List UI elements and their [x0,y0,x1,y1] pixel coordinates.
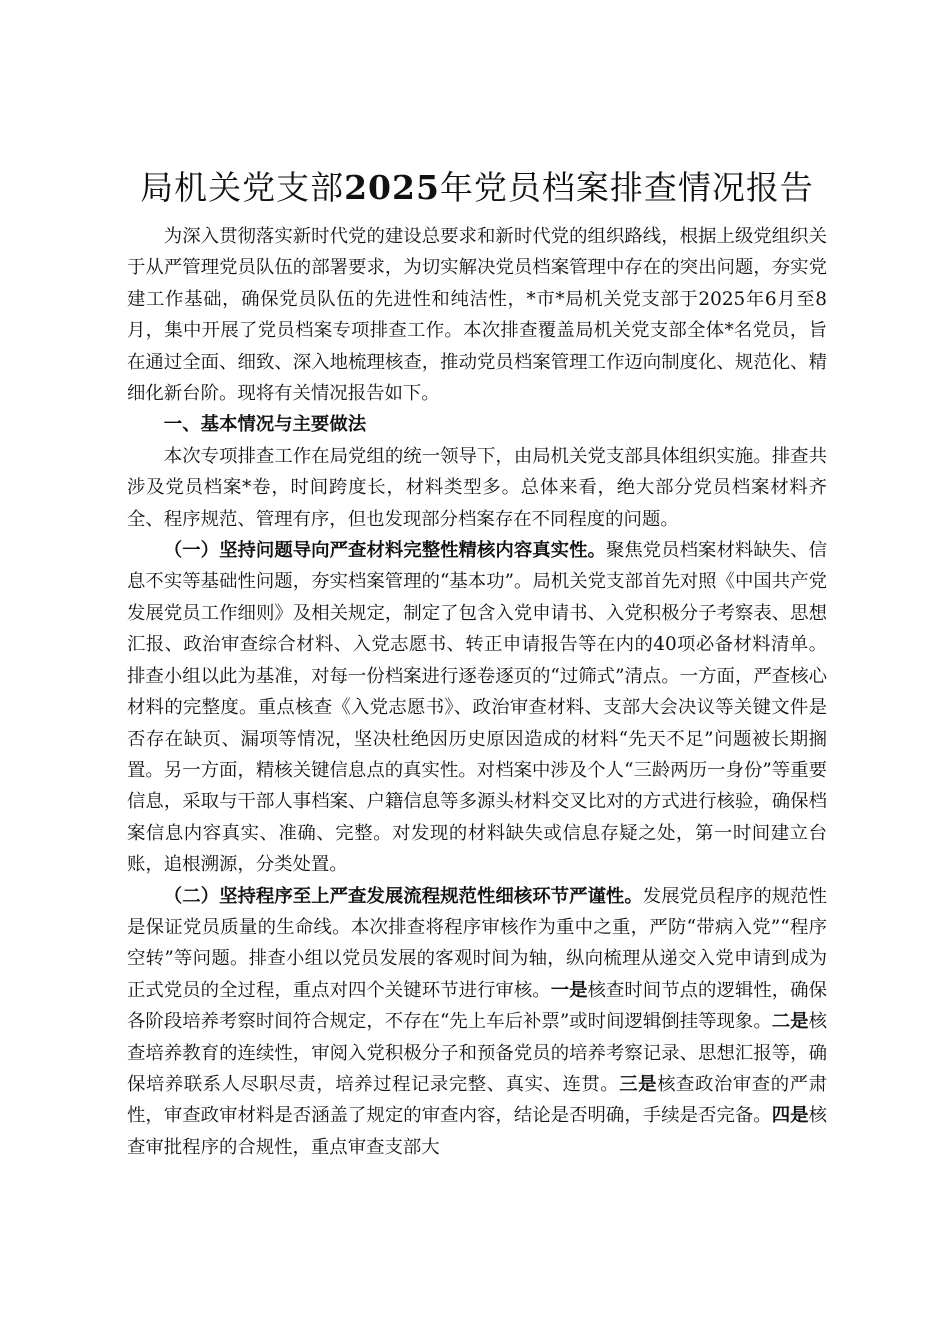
document-body [127,221,827,1163]
section1-paragraph: 本次专项排查工作在局党组的统一领导下，由局机关党支部具体组织实施。排查共涉及党员档案*卷，时间跨度长，材料类型多。总体来看，绝大部分党员档案材料齐全、程序规范、管理有序，但也发现部分档案存在不同程度的问题。 [127,445,827,530]
subsection1-text: 聚焦党员档案材料缺失、信息不实等基础性问题，夯实档案管理的“基本功”。局机关党支部首先对照《中国共产党发展党员工作细则》及相关规定，制定了包含入党申请书、入党积极分子考察表、思想汇报、政治审查综合材料、入党志愿书、转正申请报告等在内的40项必备材料清单。排查小组以此为基准，对每一份档案进行逐卷逐页的“过筛式”清点。一方面，严查核心材料的完整度。重点核查《入党志愿书》、政治审查材料、支部大会决议等关键文件是否存在缺页、漏项等情况，坚决杜绝因历史原因造成的材料“先天不足”问题被长期搁置。另一方面，精核关键信息点的真实性。对档案中涉及个人“三龄两历一身份”等重要信息，采取与干部人事档案、户籍信息等多源头材料交叉比对的方式进行核验，确保档案信息内容真实、准确、完整。对发现的材料缺失或信息存疑之处，第一时间建立台账，追根溯源，分类处置。 [127,540,827,876]
point-marker-3: 三是 [619,1073,658,1095]
subsection2-paragraph [127,881,827,1164]
subsection2-text5: 核查审批程序的合规性，重点审查支部大 [127,1105,827,1158]
subsection2-text1: 发展党员程序的规范性是保证党员质量的生命线。本次排查将程序审核作为重中之重，严防“带病入党”“程序空转”等问题。排查小组以党员发展的客观时间为轴，纵向梳理从递交入党申请到成为正式党员的全过程，重点对四个关键环节进行审核。 [127,885,827,1001]
section1-heading: 一、基本情况与主要做法 [163,414,367,436]
point-marker-2: 二是 [771,1011,809,1033]
subsection1-paragraph [127,535,827,880]
subsection2-lead: （二）坚持程序至上严查发展流程规范性细核环节严谨性。 [163,885,643,907]
point-marker-1: 一是 [550,979,588,1001]
subsection2-text2: 核查时间节点的逻辑性，确保各阶段培养考察时间符合规定，不存在“先上车后补票”或时间逻辑倒挂等现象。 [127,979,827,1033]
subsection2-text4: 核查政治审查的严肃性，审查政审材料是否涵盖了规定的审查内容，结论是否明确，手续是否完备。 [127,1073,827,1127]
title-part2: 年党员档案排查情况报告 [439,168,814,207]
document-title [127,166,827,210]
intro-paragraph: 为深入贯彻落实新时代党的建设总要求和新时代党的组织路线，根据上级党组织关于从严管理党员队伍的部署要求，为切实解决党员档案管理中存在的突出问题，夯实党建工作基础，确保党员队伍的先进性和纯洁性，*市*局机关党支部于2025年6月至8月，集中开展了党员档案专项排查工作。本次排查覆盖局机关党支部全体*名党员，旨在通过全面、细致、深入地梳理核查，推动党员档案管理工作迈向制度化、规范化、精细化新台阶。现将有关情况报告如下。 [127,226,827,405]
subsection2-text3: 核查培养教育的连续性，审阅入党积极分子和预备党员的培养考察记录、思想汇报等，确保培养联系人尽职尽责，培养过程记录完整、真实、连贯。 [127,1011,827,1095]
point-marker-4: 四是 [771,1105,809,1127]
title-year: 2025 [344,168,440,207]
title-part1: 局机关党支部 [140,168,345,207]
subsection1-lead: （一）坚持问题导向严查材料完整性精核内容真实性。 [163,540,606,562]
